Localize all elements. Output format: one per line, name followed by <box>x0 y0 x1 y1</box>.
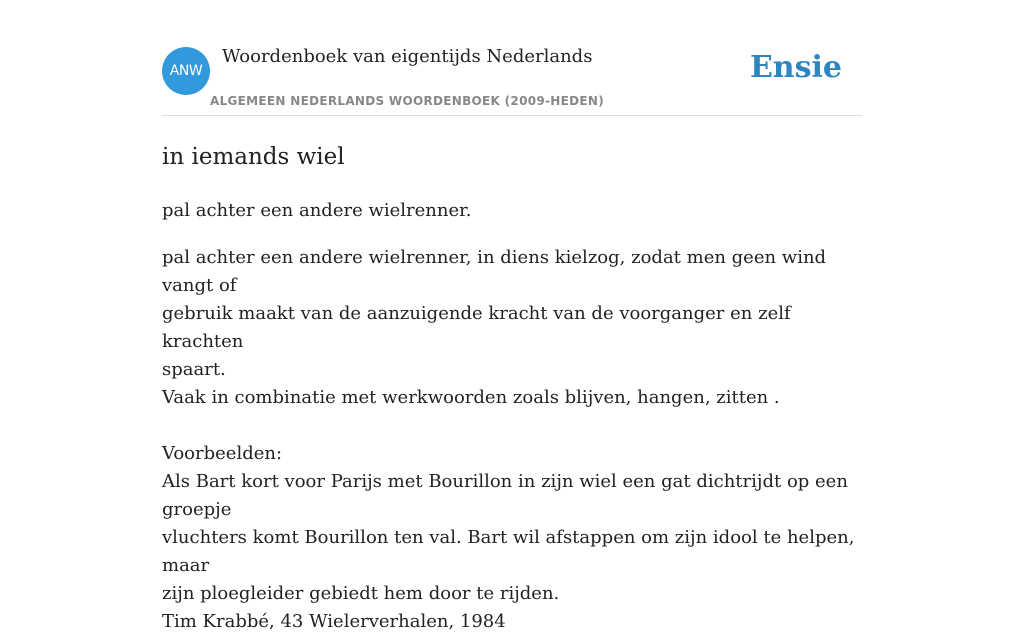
anw-logo[interactable]: ANW <box>162 47 210 95</box>
ensie-logo-link[interactable]: Ensie <box>749 50 842 85</box>
example-source: Tim Krabbé, 43 Wielerverhalen, 1984 <box>162 611 506 632</box>
usage-note: Vaak in combinatie met werkwoorden zoals blijven, hangen, zitten . <box>162 387 780 408</box>
definition-line: pal achter een andere wielrenner, in diens kielzog, zodat men geen wind vangt of <box>162 247 827 296</box>
definition-line: gebruik maakt van de aanzuigende kracht van de voorganger en zelf krachten <box>162 303 791 352</box>
dictionary-subtitle: ALGEMEEN NEDERLANDS WOORDENBOEK (2009-HEDEN) <box>210 94 605 108</box>
definition-line: spaart. <box>162 359 226 380</box>
dictionary-title[interactable]: Woordenboek van eigentijds Nederlands <box>222 46 593 67</box>
example-line: vluchters komt Bourillon ten val. Bart wil afstappen om zijn idool te helpen, maar <box>162 527 855 576</box>
example-line: zijn ploegleider gebiedt hem door te rijden. <box>162 583 560 604</box>
spacer <box>162 412 862 440</box>
headword: in iemands wiel <box>162 144 345 170</box>
example-line: Als Bart kort voor Parijs met Bourillon in zijn wiel een gat dichtrijdt op een groepje <box>162 471 848 520</box>
dictionary-header <box>162 40 862 116</box>
definition-body <box>162 244 862 636</box>
entry-card <box>162 40 862 636</box>
entry-content <box>162 142 862 636</box>
examples-label: Voorbeelden: <box>162 443 283 464</box>
short-definition: pal achter een andere wielrenner. <box>162 200 472 221</box>
